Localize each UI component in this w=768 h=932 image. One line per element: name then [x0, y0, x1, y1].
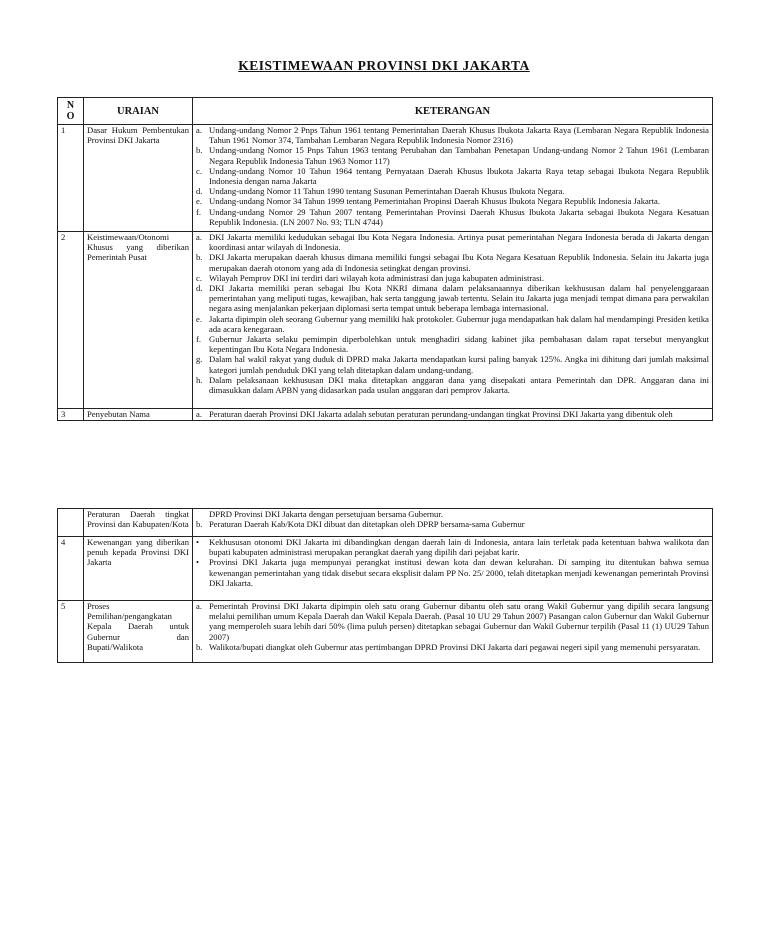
item-marker: f. [196, 334, 202, 345]
row-uraian: Dasar Hukum Pembentukan Provinsi DKI Jakarta [84, 125, 193, 232]
keterangan-item [196, 354, 709, 374]
keterangan-item [196, 207, 709, 227]
item-marker: e. [196, 313, 202, 324]
item-text: Kekhususan otonomi DKI Jakarta ini dibandingkan dengan daerah lain di Indonesia, antara lain terletak pada ketentuan bahwa walikota dan bupati kabupaten administrasi merupakan perangkat daerah yang dipilih dari pejabat karir. [209, 537, 709, 558]
header-no: N O [58, 98, 84, 125]
keterangan-item [196, 375, 709, 395]
item-text: Wilayah Pemprov DKI ini terdiri dari wilayah kota administrasi dan juga kabupaten administrasi. [209, 272, 544, 283]
item-text: Peraturan daerah Provinsi DKI Jakarta adalah sebutan peraturan perundang-undangan tingkat Provinsi DKI Jakarta yang dibentuk oleh [209, 409, 673, 419]
row-uraian: Proses Pemilihan/pengangkatan Kepala Daerah untuk Gubernur dan Bupati/Walikota [84, 601, 193, 663]
header-uraian: URAIAN [84, 98, 193, 125]
item-marker: h. [196, 374, 203, 385]
item-marker: b. [196, 252, 203, 263]
keterangan-item [196, 125, 709, 145]
item-text: Pemerintah Provinsi DKI Jakarta dipimpin oleh satu orang Gubernur dibantu oleh satu orang Wakil Gubernur yang dipilih secara langsung melalui pemilihan umum Kepala Daerah dan Wakil Kepala Daerah. (Pasal 10 UU 29 Tahun 2007) Pasangan calon Gubernur dan Wakil Gubernur yang memperoleh suara lebih dari 50% (lima puluh persen) ditetapkan sebagai Gubernur dan Wakil Gubernur terpilih (Pasal 11 (1) UU29 Tahun 2007) [209, 601, 709, 642]
item-text: DKI Jakarta memiliki peran sebagai Ibu Kota NKRI dimana dalam pelaksanaannya diberikan kekhususan dalam hal penyelenggaraan pemerintahan yang meliputi tugas, kewajiban, hak serta tanggung jawab tertentu. Selain itu Jakarta juga menjadi tempat dimana para perwakilan negara asing menjalankan pekerjaan diplomasi serta tempat untuk beberapa lembaga internasional. [209, 283, 709, 314]
keterangan-item [196, 642, 709, 652]
item-marker: d. [196, 186, 203, 197]
item-text: Undang-undang Nomor 10 Tahun 1964 tentang Pernyataan Daerah Khusus Ibukota Jakarta Raya tetap sebagai Ibukota Negara Republik Indonesia dengan nama Jakarta [209, 165, 709, 187]
keterangan-item [196, 232, 709, 252]
item-text: DKI Jakarta merupakan daerah khusus dimana memiliki fungsi sebagai Ibu Kota Negara Kesatuan Republik Indonesia. Selain itu Jakarta juga merupakan daerah otonom yang ada di Indonesia setingkat dengan provinsi. [209, 252, 709, 273]
item-marker: • [196, 537, 200, 547]
keterangan-item [196, 283, 709, 314]
item-text: Walikota/bupati diangkat oleh Gubernur atas pertimbangan DPRD Provinsi DKI Jakarta dari pegawai negeri sipil yang memenuhi persyaratan. [209, 641, 701, 652]
row-keterangan [193, 232, 713, 409]
keistimewaan-table-bottom [57, 508, 713, 663]
table-row [58, 509, 713, 537]
item-marker: b. [196, 519, 203, 530]
keterangan-item [196, 314, 709, 334]
item-text: Undang-undang Nomor 29 Tahun 2007 tentang Pemerintahan Provinsi Daerah Khusus Ibukota Jakarta sebagai Ibukota Negara Kesatuan Republik Indonesia. (LN 2007 No. 93; TLN 4744) [209, 206, 709, 227]
item-marker: e. [196, 196, 202, 207]
item-text: Dalam hal wakil rakyat yang duduk di DPRD maka Jakarta mendapatkan kursi paling banyak 125%. Angka ini dihitung dari jumlah maksimal kategori jumlah penduduk DKI yang telah ditetapkan dalam undang-undang. [209, 354, 709, 375]
item-marker: • [196, 557, 200, 568]
row-number [58, 509, 84, 537]
table-row [58, 537, 713, 601]
item-text: DPRD Provinsi DKI Jakarta dengan persetujuan bersama Gubernur. [209, 509, 443, 519]
item-marker: a. [196, 409, 202, 419]
item-text: Undang-undang Nomor 11 Tahun 1990 tentang Susunan Pemerintahan Daerah Khusus Ibukota Negara. [209, 186, 565, 197]
keterangan-item [196, 509, 709, 519]
row-keterangan [193, 409, 713, 421]
item-text: Undang-undang Nomor 2 Pnps Tahun 1961 tentang Pemerintahan Daerah Khusus Ibukota Jakarta Raya (Lembaran Negara Republik Indonesia Tahun 1961 Nomor 374, Tambahan Lembaran Negara Republik Indonesia Nomor 2316) [209, 125, 709, 146]
item-marker: a. [196, 232, 202, 242]
row-number: 5 [58, 601, 84, 663]
row-keterangan [193, 537, 713, 601]
table-row [58, 125, 713, 232]
table-row [58, 409, 713, 421]
keterangan-item [196, 186, 709, 196]
keterangan-item [196, 519, 709, 529]
keterangan-item [196, 409, 709, 419]
item-text: Provinsi DKI Jakarta juga mempunyai perangkat institusi dewan kota dan dewan kelurahan. Di samping itu ditentukan bahwa semua kewenangan pemerintahan yang tidak disebut secara eksplisit dalam PP No. 25/ 2000, telah ditetapkan menjadi kewenangan pemerintah Provinsi DKI Jakarta. [209, 557, 709, 588]
table-row [58, 601, 713, 663]
item-marker: d. [196, 283, 203, 294]
keterangan-item [196, 601, 709, 642]
header-keterangan: KETERANGAN [193, 98, 713, 125]
row-uraian: Kewenangan yang diberikan penuh kepada Provinsi DKI Jakarta [84, 537, 193, 601]
row-keterangan [193, 601, 713, 663]
item-text: Gubernur Jakarta selaku pemimpin diperbolehkan untuk menghadiri sidang kabinet jika pembahasan dalam rapat tersebut menyangkut kepentingan Ibu Kota Negara Indonesia. [209, 334, 709, 355]
item-text: Dalam pelaksanaan kekhususan DKI maka ditetapkan anggaran dana yang disepakati antara Pemerintah dan DPR. Anggaran dana ini dimasukkan dalam APBN yang didasarkan pada usulan anggaran dari pemprov Jakarta. [209, 374, 709, 396]
item-marker: a. [196, 601, 202, 611]
row-number: 3 [58, 409, 84, 421]
row-keterangan [193, 509, 713, 537]
keistimewaan-table-top [57, 97, 713, 421]
item-marker: b. [196, 641, 203, 652]
row-uraian: Keistimewaan/Otonomi Khusus yang diberikan Pemerintah Pusat [84, 232, 193, 409]
row-uraian: Peraturan Daerah tingkat Provinsi dan Kabupaten/Kota [84, 509, 193, 537]
item-text: Undang-undang Nomor 15 Pnps Tahun 1963 tentang Perubahan dan Tambahan Penetapan Undang-undang Nomor 2 Tahun 1961 (Lembaran Negara Republik Indonesia Tahun 1963 Nomor 117) [209, 145, 709, 166]
keterangan-item [196, 166, 709, 186]
row-uraian: Penyebutan Nama [84, 409, 193, 421]
item-marker: g. [196, 354, 203, 365]
item-marker [196, 509, 209, 519]
item-text: Peraturan Daerah Kab/Kota DKI dibuat dan ditetapkan oleh DPRP bersama-sama Gubernur [209, 519, 525, 530]
row-number: 4 [58, 537, 84, 601]
item-marker: f. [196, 206, 202, 217]
item-marker: b. [196, 145, 203, 156]
row-number: 1 [58, 125, 84, 232]
item-marker: c. [196, 272, 202, 283]
keterangan-item [196, 273, 709, 283]
item-text: DKI Jakarta memiliki kedudukan sebagai Ibu Kota Negara Indonesia. Artinya pusat pemerintahan Negara Indonesia berada di Jakarta dengan koordinasi antar wilayah di Indonesia. [209, 232, 709, 253]
row-number: 2 [58, 232, 84, 409]
item-text: Undang-undang Nomor 34 Tahun 1999 tentang Pemerintahan Propinsi Daerah Khusus Ibukota Negara Republik Indonesia Jakarta. [209, 196, 661, 207]
page-title: KEISTIMEWAAN PROVINSI DKI JAKARTA [238, 58, 530, 73]
keterangan-item [196, 145, 709, 165]
item-marker: c. [196, 165, 202, 176]
item-marker: a. [196, 125, 202, 135]
row-keterangan [193, 125, 713, 232]
keterangan-item [196, 252, 709, 272]
table-row [58, 232, 713, 409]
keterangan-item [196, 196, 709, 206]
item-text: Jakarta dipimpin oleh seorang Gubernur yang memiliki hak protokoler. Gubernur juga mendapatkan hak dalam hal mendampingi Presiden ketika ada acara kenegaraan. [209, 313, 709, 334]
keterangan-item [196, 557, 709, 588]
keterangan-item [196, 334, 709, 354]
keterangan-item [196, 537, 709, 557]
